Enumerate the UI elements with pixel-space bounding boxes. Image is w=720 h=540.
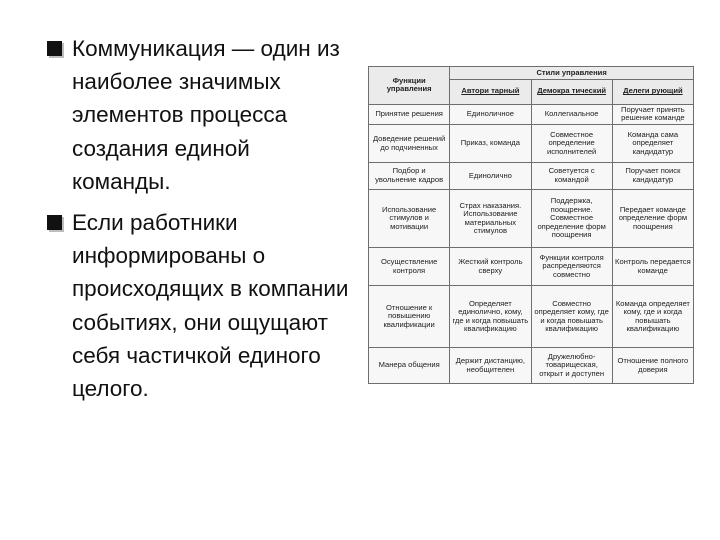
- row-header-cell: Подбор и увольнение кадров: [369, 162, 450, 189]
- table-cell: Поручает поиск кандидатур: [612, 162, 693, 189]
- header-group-cell: Стили управления: [450, 67, 694, 80]
- table-cell: Команда определяет кому, где и когда повышать квалификацию: [612, 285, 693, 348]
- table-row: [369, 162, 694, 189]
- row-header-cell: Принятие решения: [369, 104, 450, 125]
- table-row: [369, 248, 694, 286]
- bullet-list: [44, 32, 354, 413]
- bullet-item: [44, 32, 354, 198]
- table-row: [369, 125, 694, 163]
- styles-table: [368, 66, 694, 384]
- row-header-cell: Доведение решений до подчиненных: [369, 125, 450, 163]
- bullet-item: [44, 206, 354, 405]
- header-corner-cell: Функции управления: [369, 67, 450, 105]
- row-header-cell: Осуществление контроля: [369, 248, 450, 286]
- table-cell: Передает команде определение форм поощрения: [612, 190, 693, 248]
- table-cell: Поручает принять решение команде: [612, 104, 693, 125]
- table-row: [369, 285, 694, 348]
- row-header-cell: Отношение к повышению квалификации: [369, 285, 450, 348]
- table-cell: Советуется с командой: [531, 162, 612, 189]
- table-cell: Отношение полного доверия: [612, 348, 693, 384]
- table-cell: Совместно определяет кому, где и когда повышать квалификацию: [531, 285, 612, 348]
- table-row: [369, 104, 694, 125]
- table-cell: Команда сама определяет кандидатур: [612, 125, 693, 163]
- bullet-text: Если работники информированы о происходящих в компании событиях, они ощущают себя частичкой единого целого.: [72, 210, 349, 402]
- table-cell: Приказ, команда: [450, 125, 531, 163]
- column-header: Демокра тический: [531, 79, 612, 104]
- column-header: Автори тарный: [450, 79, 531, 104]
- table-cell: Жесткий контроль сверху: [450, 248, 531, 286]
- table-cell: Совместное определение исполнителей: [531, 125, 612, 163]
- table-cell: Поддержка, поощрение. Совместное определение форм поощрения: [531, 190, 612, 248]
- table-cell: Дружелюбно-товарищеская, открыт и доступен: [531, 348, 612, 384]
- table-cell: Страх наказания. Использование материальных стимулов: [450, 190, 531, 248]
- table-cell: Единоличное: [450, 104, 531, 125]
- table-cell: Единолично: [450, 162, 531, 189]
- table-row: [369, 190, 694, 248]
- bullet-text: Коммуникация — один из наиболее значимых элементов процесса создания единой команды.: [72, 36, 340, 194]
- row-header-cell: Использование стимулов и мотивации: [369, 190, 450, 248]
- bullet-square-icon: [47, 41, 62, 56]
- row-header-cell: Манера общения: [369, 348, 450, 384]
- table-header-row: [369, 67, 694, 80]
- table-cell: Функции контроля распределяются совместно: [531, 248, 612, 286]
- table-cell: Коллегиальное: [531, 104, 612, 125]
- management-styles-table: [368, 66, 694, 384]
- table-cell: Держит дистанцию, необщителен: [450, 348, 531, 384]
- bullet-square-icon: [47, 215, 62, 230]
- table-cell: Контроль передается команде: [612, 248, 693, 286]
- table-row: [369, 348, 694, 384]
- table-cell: Определяет единолично, кому, где и когда повышать квалификацию: [450, 285, 531, 348]
- column-header: Делеги рующий: [612, 79, 693, 104]
